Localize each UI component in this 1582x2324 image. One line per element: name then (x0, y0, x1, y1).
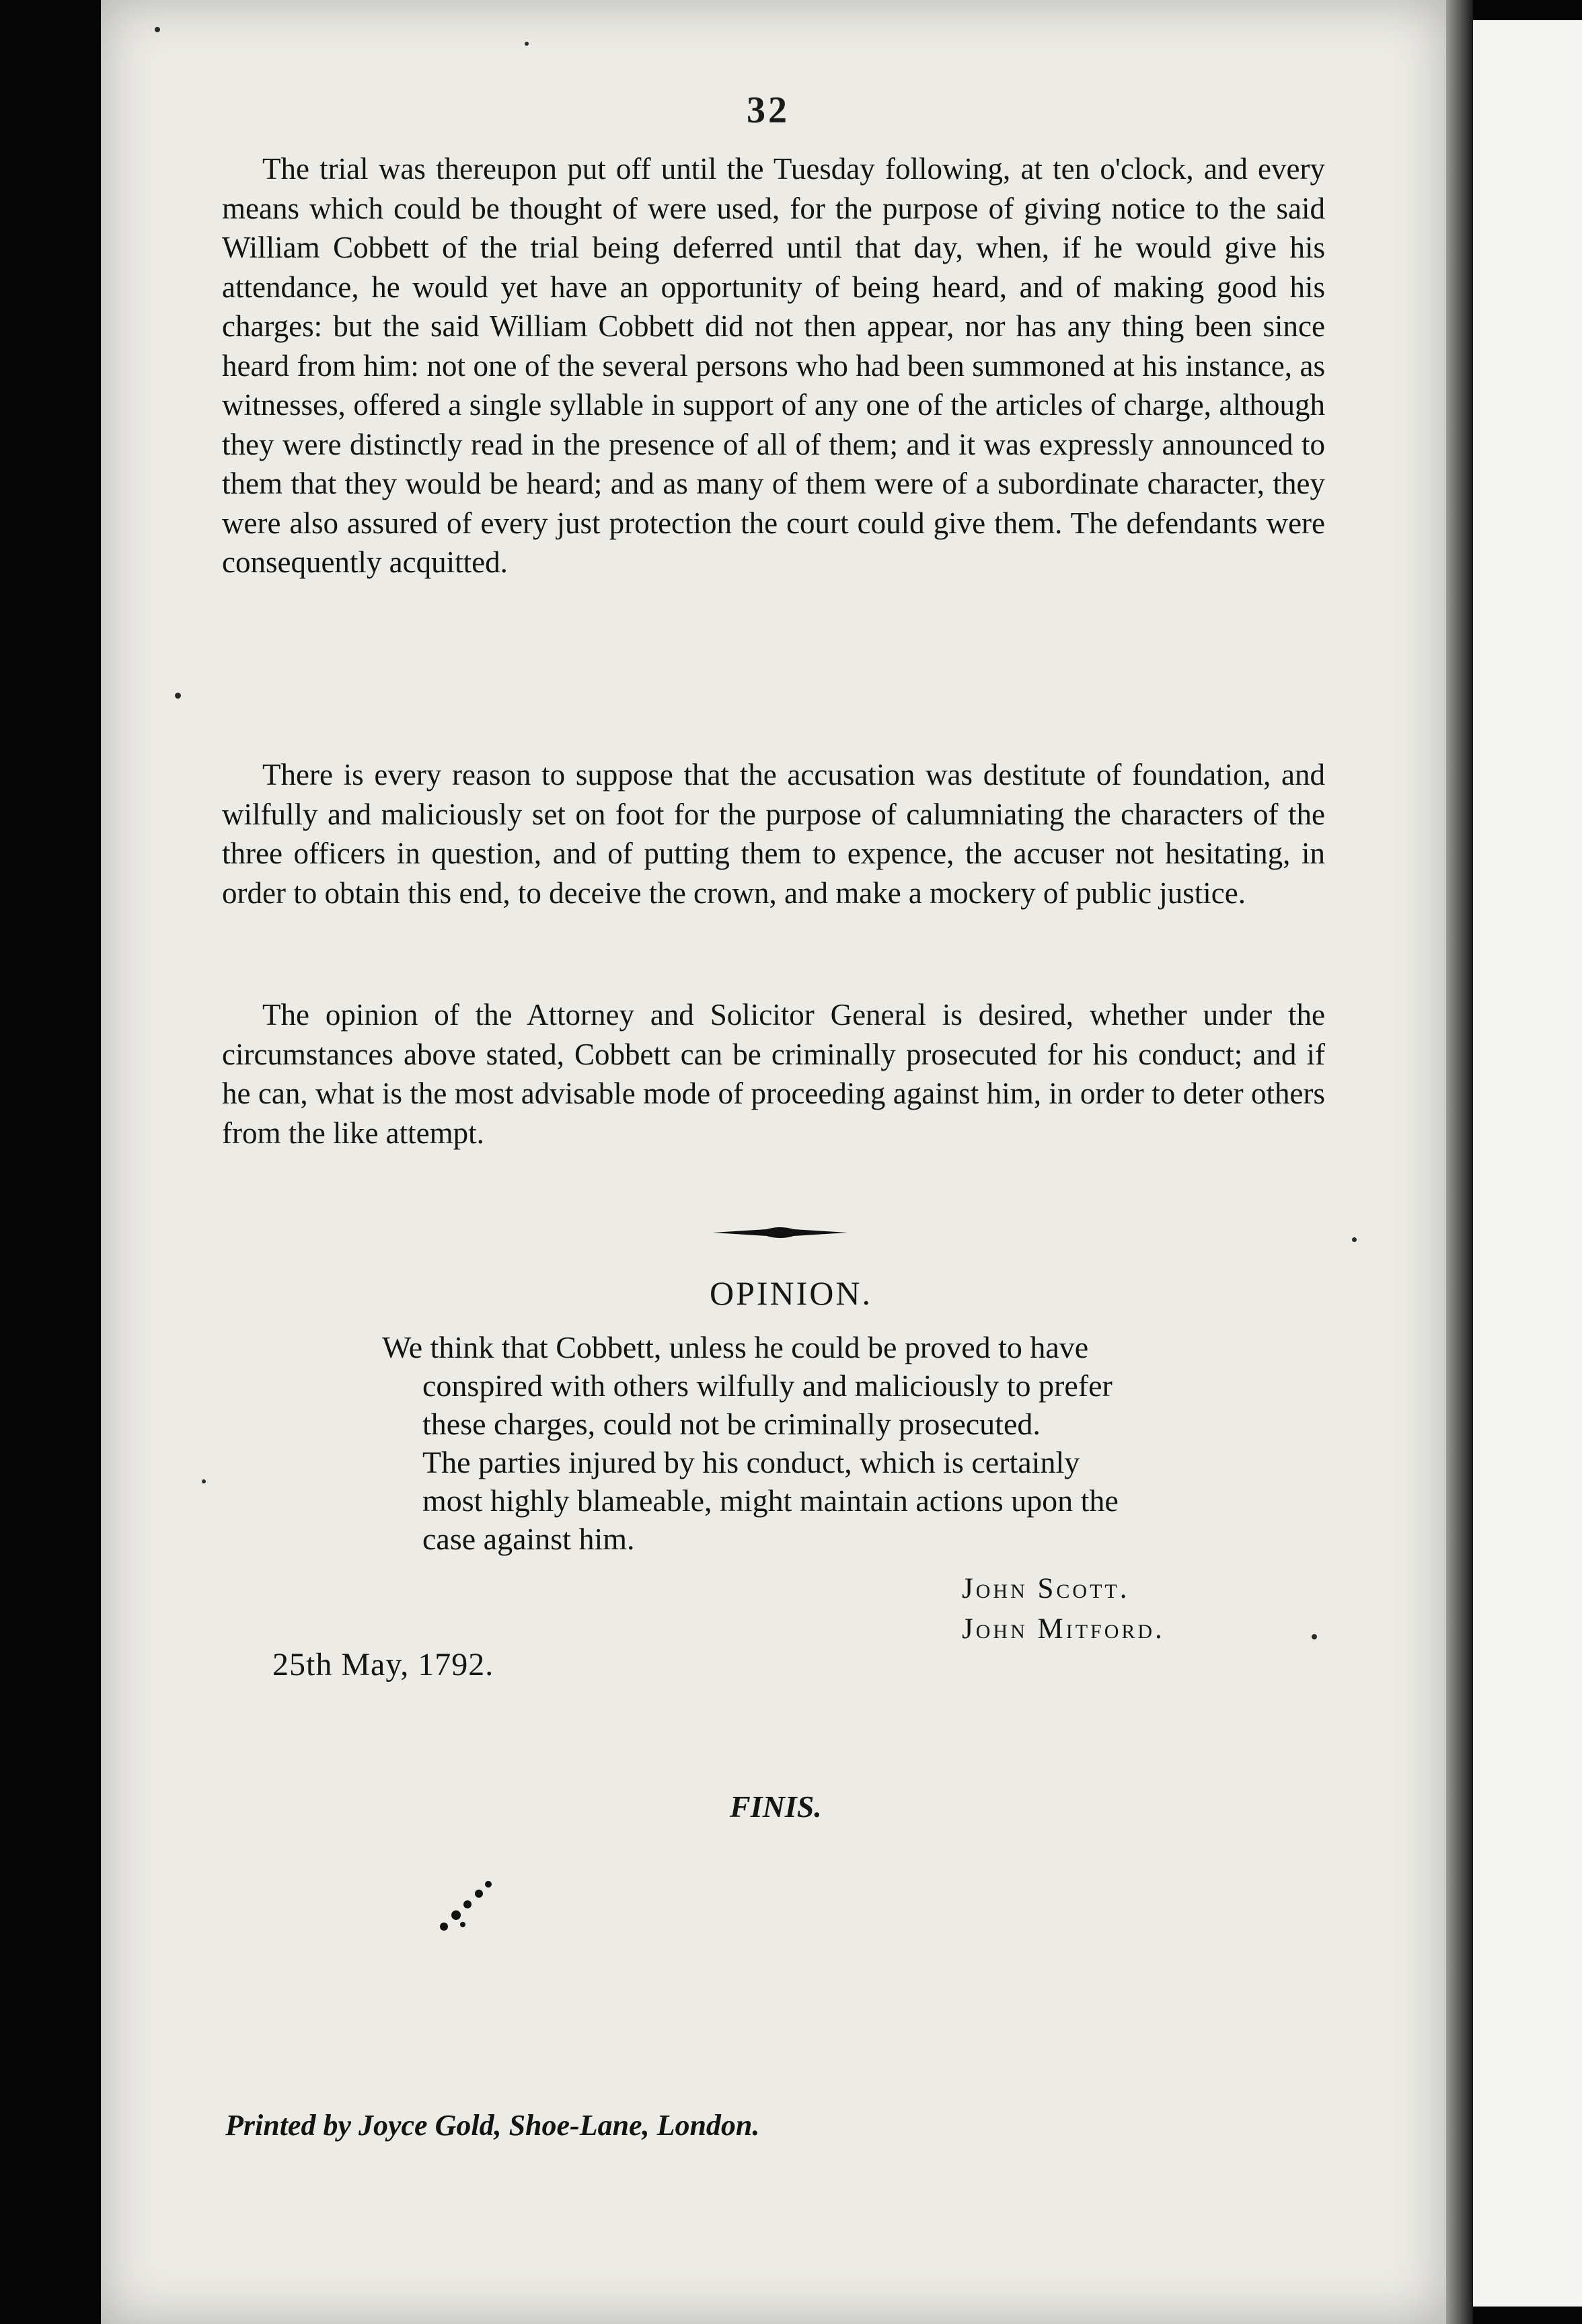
opinion-line: The parties injured by his conduct, which is certainly (422, 1445, 1080, 1479)
ink-speck (525, 42, 529, 46)
body-paragraph-1: The trial was thereupon put off until the Tuesday following, at ten o'clock, and every means which could be thought of were used, for the purpose of giving notice to the said William Cobbett of the trial being deferred until that day, when, if he would give his attendance, he would yet have an opportunity of being heard, and of making good his charges: but the said William Cobbett did not then appear, nor has any thing been since heard from him: not one of the several persons who had been summoned at his instance, as witnesses, offered a single syllable in support of any one of the articles of charge, although they were distinctly read in the presence of all of them; and it was expressly announced to them that they would be heard; and as many of them were of a subordinate character, they were also assured of every just protection the court could give them. The defendants were consequently acquitted. (222, 152, 1325, 579)
opinion-line: case against him. (422, 1522, 635, 1556)
opinion-line: We think that Cobbett, unless he could be proved to have (382, 1330, 1089, 1364)
opinion-line: most highly blameable, might maintain actions upon the (422, 1483, 1119, 1518)
opinion-heading: OPINION. (709, 1274, 873, 1312)
ink-speck (1312, 1634, 1317, 1639)
opinion-text (383, 1328, 1318, 1558)
page-gutter-shadow (1446, 0, 1473, 2324)
ink-speck (155, 27, 160, 32)
opinion-line: these charges, could not be criminally prosecuted. (422, 1407, 1041, 1441)
ornamental-rule (713, 1225, 848, 1240)
facing-page-strip (1473, 20, 1582, 2307)
finis-mark: FINIS. (730, 1789, 822, 1824)
signatory-scott: John Scott. (962, 1573, 1130, 1604)
opinion-date: 25th May, 1792. (272, 1647, 494, 1682)
ink-speck (202, 1479, 206, 1483)
printer-imprint: Printed by Joyce Gold, Shoe-Lane, London. (225, 2109, 760, 2142)
body-paragraph-2: There is every reason to suppose that the accusation was destitute of foundation, and wilfully and maliciously set on foot for the purpose of calumniating the characters of the three officers in question, and of putting them to expence, the accuser not hesitating, in order to obtain this end, to deceive the crown, and make a mockery of public justice. (222, 758, 1325, 910)
opinion-line: conspired with others wilfully and maliciously to prefer (422, 1368, 1113, 1403)
signatories (962, 1569, 1165, 1650)
body-paragraph-3: The opinion of the Attorney and Solicitor General is desired, whether under the circumstances above stated, Cobbett can be criminally prosecuted for his conduct; and if he can, what is the most advisable mode of proceeding against him, in order to deter others from the like attempt. (222, 998, 1325, 1150)
library-stamp-mark (430, 1863, 511, 1943)
ink-speck (1352, 1237, 1357, 1242)
page-number: 32 (747, 89, 790, 131)
signatory-mitford: John Mitford. (962, 1613, 1165, 1645)
ink-speck (175, 693, 181, 699)
